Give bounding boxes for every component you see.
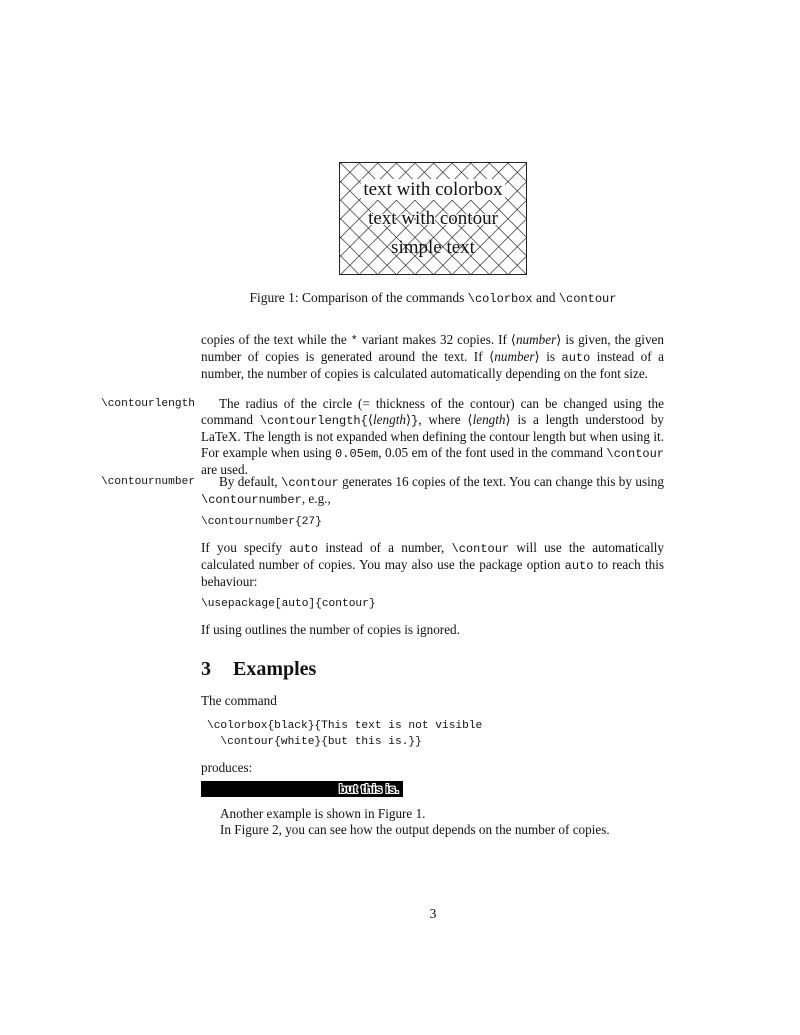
code-example-line-1: \colorbox{black}{This text is not visible — [207, 720, 483, 732]
contour-white-text: but this is. — [339, 782, 399, 796]
section-heading: 3 Examples — [201, 658, 317, 680]
paragraph-another-example: Another example is shown in Figure 1. — [220, 806, 426, 821]
page-number: 3 — [429, 906, 437, 921]
margin-label-contourlength: \contourlength — [101, 398, 195, 410]
colorbox-text: text with colorbox — [363, 179, 503, 200]
paragraph-command-intro: The command — [201, 693, 277, 708]
figure-caption: Figure 1: Comparison of the commands \colorbox and \contour — [249, 290, 617, 306]
colorbox-black-example — [201, 781, 403, 797]
simple-text: simple text — [391, 237, 475, 258]
paragraph-figure-2: In Figure 2, you can see how the output depends on the number of copies. — [220, 822, 610, 837]
code-example-line-2: \contour{white}{but this is.}} — [207, 736, 422, 748]
code-contournumber: \contournumber{27} — [201, 516, 322, 528]
paragraph-contourlength: The radius of the circle (= thickness of the contour) can be changed using the command \contourlength{⟨length⟩}, where ⟨length⟩ is a length understood by LaTeX. The length is not expanded when defining the contour length but when using it. For example when using 0.05em, 0.05 em of the font used in the command \contour are used. — [201, 396, 665, 477]
margin-label-contournumber: \contournumber — [101, 476, 195, 488]
paragraph-produces: produces: — [201, 760, 253, 775]
paragraph-copies: copies of the text while the * variant makes 32 copies. If ⟨number⟩ is given, the given number of copies is generated around the text. If ⟨number⟩ is auto instead of a number, the number of copies is calculated automatically depending on the font size. — [201, 332, 665, 381]
paragraph-outlines: If using outlines the number of copies is ignored. — [201, 622, 460, 637]
figure-1 — [339, 162, 527, 275]
contour-text: text with contour — [368, 208, 498, 229]
paragraph-contournumber: By default, \contour generates 16 copies of the text. You can change this by using \contournumber, e.g., — [201, 474, 664, 507]
paragraph-auto: If you specify auto instead of a number, \contour will use the automatically calculated number of copies. You may also use the package option auto to reach this behaviour: — [201, 540, 664, 589]
code-usepackage: \usepackage[auto]{contour} — [201, 598, 376, 610]
